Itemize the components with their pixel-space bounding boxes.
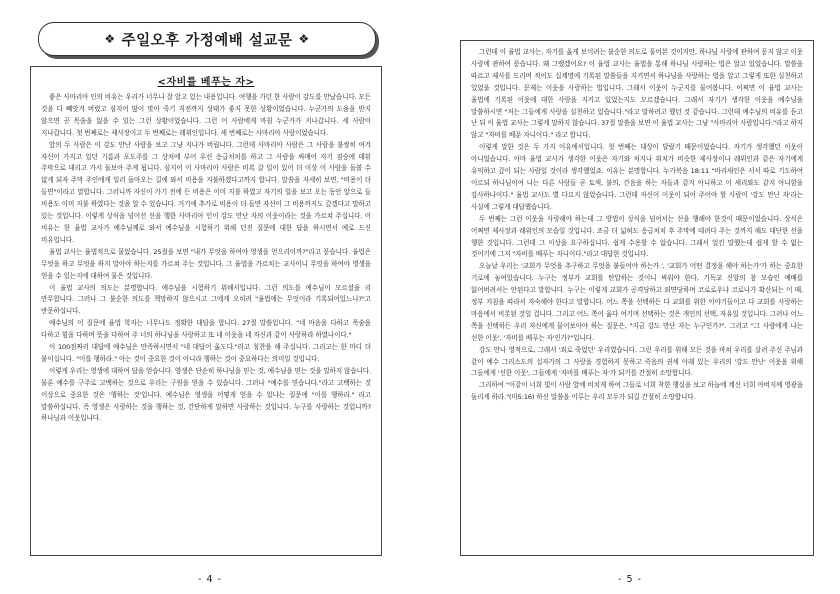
paragraph: 이렇게 우리는 영생에 대하여 답을 얻습니다. 영생은 단순히 하나님을 믿는 것, 예수님을 믿는 것을 말하지 않습니다. 물론 예수를 구주로 고백하는 것으로 우리는 구원을 얻을 수 있습니다. 그러나 "예수를 믿습니다."라고 고백하는 것 이상으로 중요한 것은 '행하는 것'입니다. 예수님은 영생을 어떻게 얻을 수 있냐는 질문에 "이를 행하라." 라고 말씀하십니다. 즉 영생은 사랑하는 것을 행하는 것, 간단하게 말하면 사랑하는 것입니다. 누구를 사랑하는 것입니까? 하나님과 이웃입니다.: [41, 366, 371, 423]
paragraph: 율법 교사는 율법적으로 물었습니다. 25절을 보면 "내가 무엇을 하여야 영생을 얻으리이까?"라고 묻습니다. 율법은 무엇을 하고 무엇을 하지 말아야 하는지를 가르쳐 주는 것입니다. 그 율법을 가르치는 교사이니 무엇을 하여야 영생을 얻을 수 있는지에 대하여 물은 것입니다.: [41, 247, 371, 280]
sermon-title: 주일오후 가정예배 설교문: [121, 32, 293, 49]
paragraph: 예수님의 이 질문에 율법 학자는 너무나도 정확한 대답을 합니다. 27절 말씀입니다. "네 마음을 다하고 목숨을 다하고 힘을 다하며 뜻을 다하여 주 너의 하나님을 사랑하고 또 네 이웃을 네 자신과 같이 사랑하라 하였나이다.": [41, 319, 371, 340]
right-page: [420, 0, 840, 594]
paragraph: 이렇게 말한 것은 두 가지 이유에서입니다. 첫 번째는 대상이 달랐기 때문이었습니다. 자기가 생각했던 이웃이 아니었습니다. 아마 율법 교사가 생각한 이웃은 자기와 처지나 위치가 비슷한 제사장이나 레위인과 같은 자기에게 유익하고 갚이 되는 사람일 것이라 생각했었죠. 이유는 분명합니다. 누가복음 18:11 "바리새인은 서서 따로 기도하여 이르되 하나님이여 나는 다른 사람들 곧 토색, 불의, 간음을 하는 자들과 같지 아니하고 이 세리와도 같지 아니함을 감사하나이다." 율법 교사도 별 다르지 않았습니다. 그런데 자신이 이웃이 되어 주어야 할 사람이 '강도 만난 자'라는 사실에 그렇게 대답했습니다.: [471, 143, 803, 211]
section-title: <자비를 베푸는 자>: [157, 77, 255, 88]
paragraph: 강도 만나 영적으로, 그래서 '죄로 죽었던' 우리였습니다. 그런 우리를 위해 모든 것을 바쳐 우리를 살려 주신 주님과 같이 예수 그리스도의 십자가의 그 사랑을 경험하지 못하고 죽음의 권세 아래 있는 우리의 '강도 만난' 이웃을 위해 그들에게 '선한 이웃', 그들에게 '자비를 베푸는 자'가 되기를 간절히 소망합니다.: [471, 345, 803, 378]
paragraph: 그런데 이 율법 교사는, 자기를 옳게 보이려는 불순한 의도로 물어본 것이지만, 하나님 사랑에 관하여 묻지 않고 이웃 사랑에 관하여 묻습니다. 왜 그랬겠어요? 이 율법 교사는 율법을 통해 하나님 사랑하는 법은 알고 있었습니다. 말씀을 따르고 제사를 드리며 적어도 십계명에 기록된 말씀들을 지키면서 하나님을 사랑하는 법을 알고 그렇게 또한 실천하고 있었을 것입니다. 문제는 이웃을 사랑하는 법입니다. 그래서 이웃이 누군지를 물어봅니다. 어쩌면 이 율법 교사는 율법에 기록된 이웃에 대한 사랑을 지키고 있었는지도 모르겠습니다. 그래서 자기가 생각한 이웃을 예수님을 말씀하시면 "저는 그들에게 사랑을 실천하고 있습니다."라고 말하려고 했던 것 같습니다. 그런데 예수님의 비유를 듣고 난 뒤 이 율법 교사는 그렇게 말하지 않습니다. 37절 말씀을 보면 이 율법 교사는 그냥 "사마리아 사람입니다."라고 하지 않고 "자비를 베푼 자니이다." 라고 합니다.: [471, 48, 803, 140]
paragraph: 두 번째는 그런 이웃을 사랑해야 하는데 그 방법이 상식을 넘어서는 선을 행해야 한것이 때문이었습니다. 상식은 어쩌면 제사장과 레위인의 모습일 것입니다. 조금 더 넓혀도 응급처치 후 주막에 데려다 주는 것까지 해도 대단한 선을 행한 것입니다. 그런데 그 이상을 요구하십니다. 쉽게 수용할 수 없습니다. 그래서 얼킨 말했는데 쉽게 할 수 없는 것이기에 그저 "자비를 베푸는 자니이다."라고 대답한 것입니다.: [471, 214, 803, 259]
paragraph: 앞의 두 사람은 이 강도 만난 사람을 보고 그냥 지나가 버립니다. 그런데 사마리아 사람은 그 사람을 불쌍히 여겨 자신이 가지고 있던 기름과 포도주를 그 상처에 부어 우선 응급처치를 하고 그 사람을 싸매어 자기 짐승에 태워 주막으로 데리고 가서 돌보아 주게 됩니다. 심지어 이 사마리아 사람은 비록 갈 일이 있어 더 이상 이 사람을 돌볼 수 없게 되자 주막 주인에게 일러 돌아오는 길에 와서 비용을 지불하겠다고까지 합니다. 말씀을 자세히 보면, "비용이 더 들면"이라고 말합니다. 그러니까 자신이 가기 전에 든 비용은 이미 지불 하였고 자기의 일을 보고 오는 동안 앞으로 들 비용도 이미 지불 하였다는 것을 알 수 있습니다. 거기에 추가로 비용이 더 들면 자신이 그 비용까지도 갚겠다고 말하고 있는 것입니다. 이렇게 상식을 넘어선 선을 행한 사마리아 인이 강도 만난 자의 이웃이라는 것을 가르쳐 주십니다. 이 비유는 한 율법 교사가 예수님께로 와서 예수님을 시험하기 위해 던진 질문에 대한 답을 하시면서 예로 드신 비유입니다.: [41, 140, 371, 244]
diamond-cross-icon: ❖: [104, 32, 116, 46]
sermon-title-box: [38, 22, 376, 56]
sermon-body-left: [30, 66, 382, 556]
paragraph: 이 율법 교사의 의도는 분명합니다. 예수님을 시험하기 위해서입니다. 그런 의도를 예수님이 모르셨을 리 만무합니다. 그러나 그 불순한 의도를 책망하지 않으시고 그에게 오히려 "율법에는 무엇이라 기록되어있느냐?"고 반문하십니다.: [41, 283, 371, 316]
sermon-body-right: [460, 40, 814, 556]
paragraph: 그리하여 "이같이 너희 빛이 사람 앞에 비치게 하여 그들로 너희 착한 행실을 보고 하늘에 계신 너희 아버지께 영광을 돌리게 하라."(마5:16) 하신 말씀을 이루는 우리 모두가 되길 간절히 소망합니다.: [471, 381, 803, 402]
paragraph: 이 100점짜리 대답에 예수님은 만족하시면서 "네 대답이 옳도다."라고 칭찬을 해 주십니다. 그리고는 한 마디 더 붙이십니다. "이를 행하라." 아는 것이 중요한 것이 아니라 행하는 것이 중요하다는 의미일 것입니다.: [41, 343, 371, 363]
paragraph: 좋은 사마리아 인의 비유는 우리가 너무나 잘 알고 있는 내용입니다. 여행을 가던 한 사람이 강도를 만났습니다. 모든 것을 다 빼앗겨 버렸고 심지어 많이 맞아 죽기 직전까지 상태가 좋지 못한 상황이었습니다. 누군가의 도움을 받지 않으면 곧 목숨을 잃을 수 있는 그런 상황이었습니다. 그런 이 사람에게 마침 누군가가 지나갑니다. 세 사람이 지나갑니다. 첫 번째로는 제사장이고 두 번째로는 레위인입니다. 세 번째로는 사마리아 사람이었습니다.: [41, 93, 371, 137]
page-number: - 5 -: [618, 574, 642, 585]
diamond-cross-icon: ❖: [298, 32, 310, 46]
paragraph: 오늘날 우리는 '교회가 무엇을 추구하고 무엇을 붙들어야 하는가.', '교회가 어떤 결정을 해야 하는가'가 하는 중요한 기로에 놓여있습니다. 누구는 정부가 교회를 탄압하는 것이니 싸워야 한다, 기독교 신앙의 참 모습인 예배를 잃어버려서는 안된다고 말합니다. 누구는 이렇게 교회가 공격당하고 외면당하며 코로로우냐 코로나가 확산되는 이 때, 정부 지침을 따라서 자숙해야 한다고 말합니다. 어느 쪽을 선택하든 다 교회를 위한 이야기들이고 다 교회를 사랑하는 마음에서 비롯된 것일 겁니다. 그리고 어느 쪽이 옳다 여기며 선택하는 것은 개인의 선택, 자유일 것입니다. 그러나 어느 쪽을 선택하든 우리 자신에게 물어보아야 하는 질문은, "지금 강도 만난 자는 누구인가?". 그리고 "그 사람에게 나는 선한 이웃', '자비를 베푸는 자'인가?"입니다.: [471, 262, 803, 342]
page-number: - 4 -: [198, 574, 222, 585]
